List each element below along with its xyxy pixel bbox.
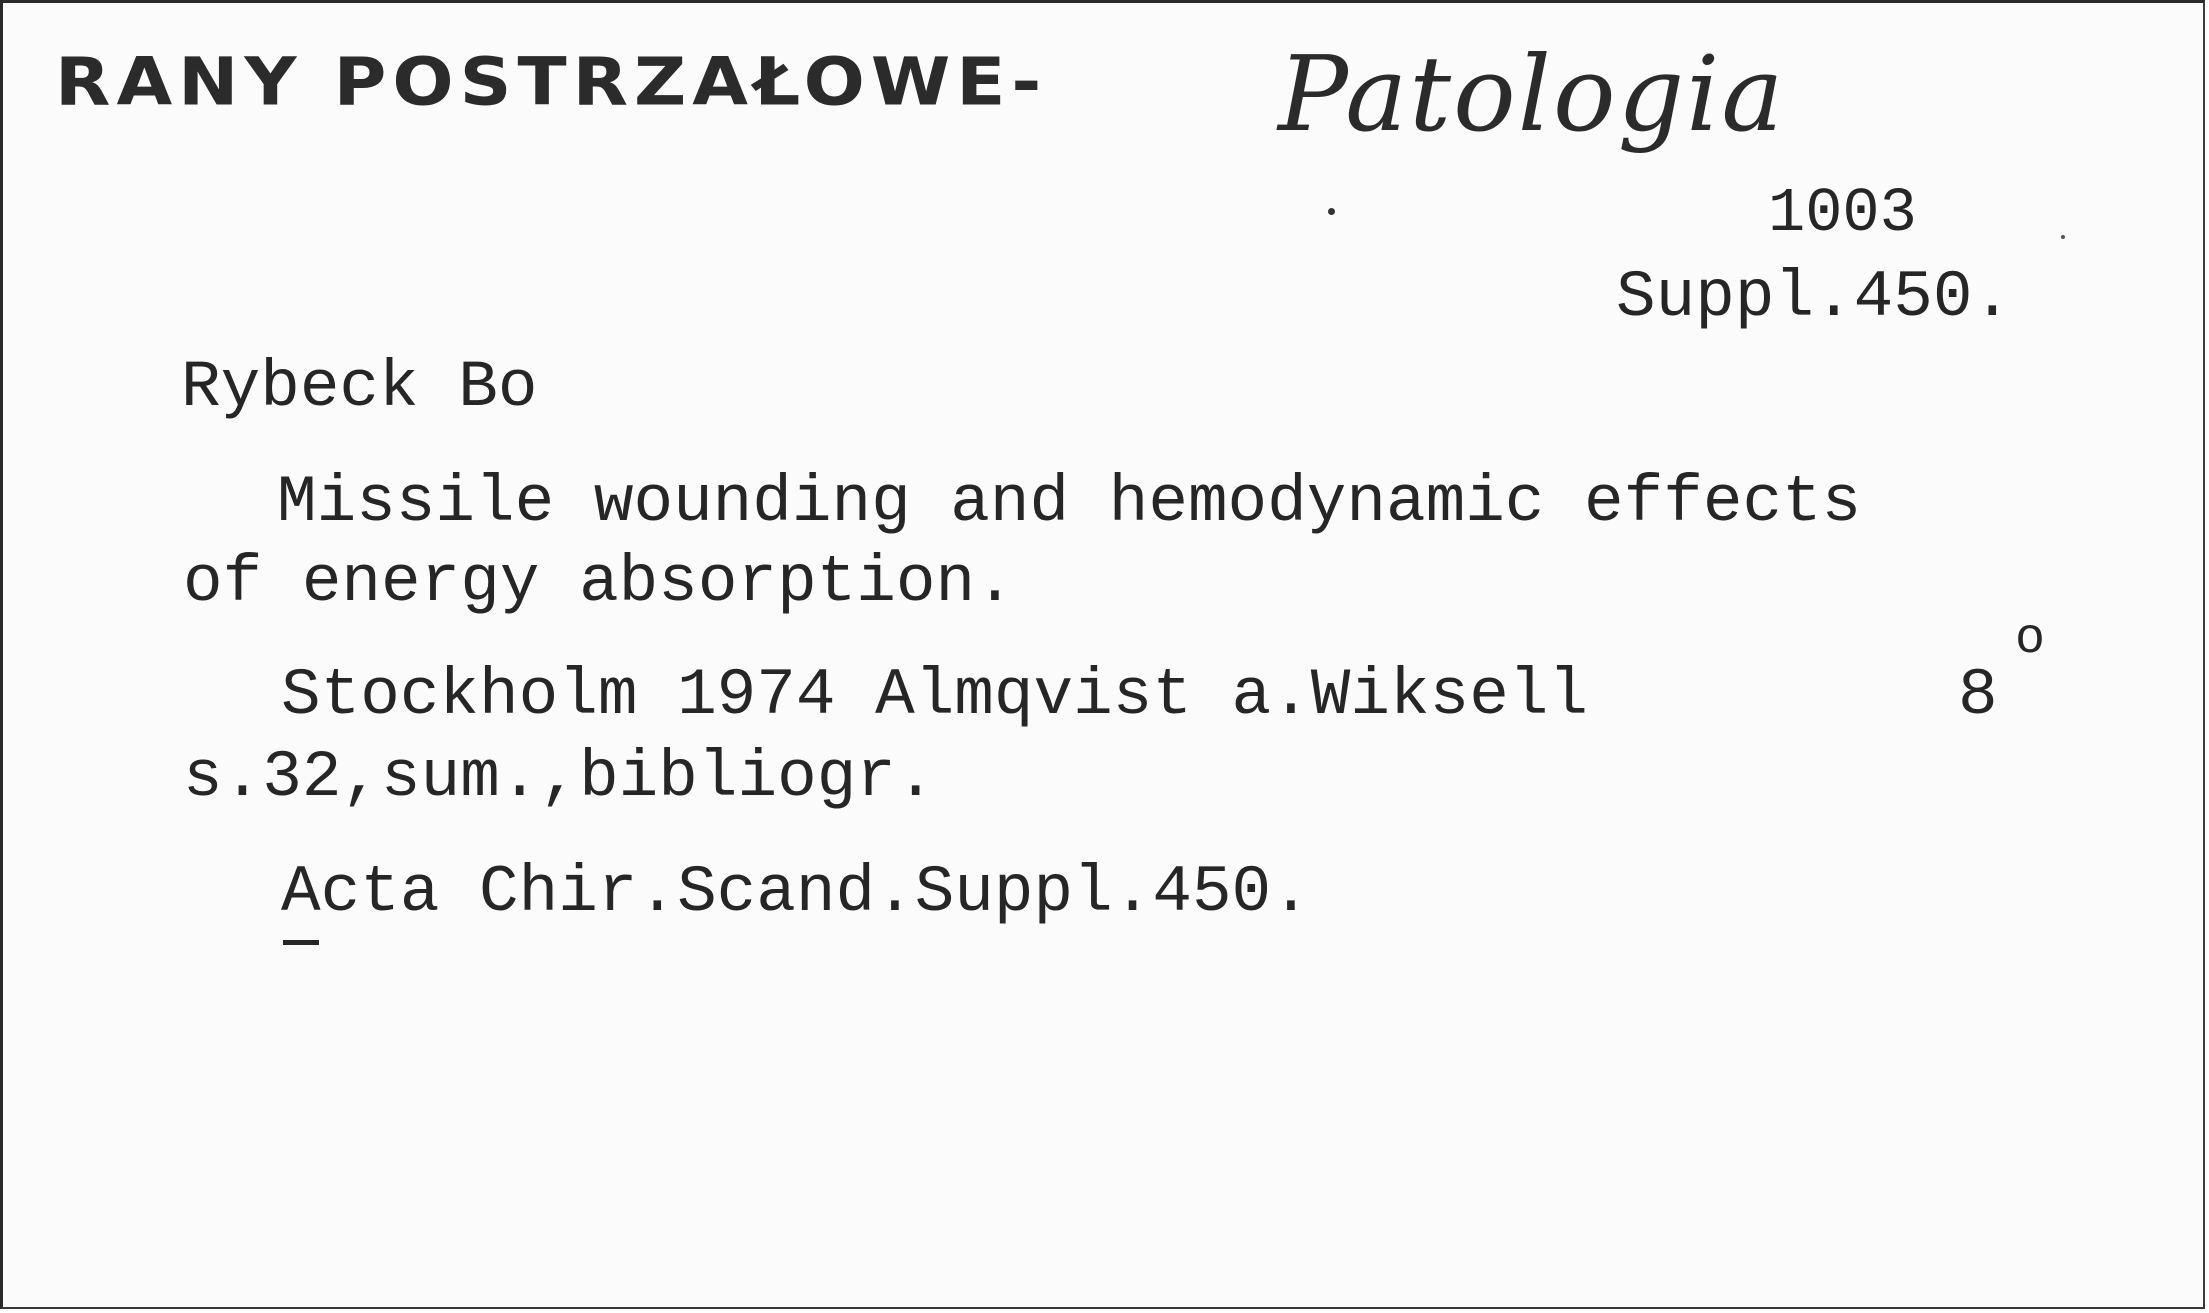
format-degree: o bbox=[2015, 611, 2046, 668]
subject-heading-script: Patologia bbox=[1278, 33, 1786, 155]
ink-speck-small bbox=[2061, 235, 2065, 239]
subject-heading-caps: RANY POSTRZAŁOWE- bbox=[55, 43, 1048, 121]
series-underline bbox=[283, 940, 319, 945]
format-size: 8 bbox=[1958, 658, 1998, 733]
call-number: 1003 bbox=[1768, 178, 1917, 249]
imprint-line-2: s.32,sum.,bibliogr. bbox=[183, 740, 936, 815]
series-statement: Acta Chir.Scand.Suppl.450. bbox=[281, 855, 1311, 930]
author-name: Rybeck Bo bbox=[181, 350, 538, 425]
ink-speck bbox=[1328, 208, 1335, 215]
title-line-2: of energy absorption. bbox=[183, 545, 1015, 620]
imprint-line-1: Stockholm 1974 Almqvist a.Wiksell bbox=[281, 658, 1589, 733]
supplement-number: Suppl.450. bbox=[1616, 260, 2013, 335]
title-line-1: Missile wounding and hemodynamic effects bbox=[277, 465, 1862, 540]
